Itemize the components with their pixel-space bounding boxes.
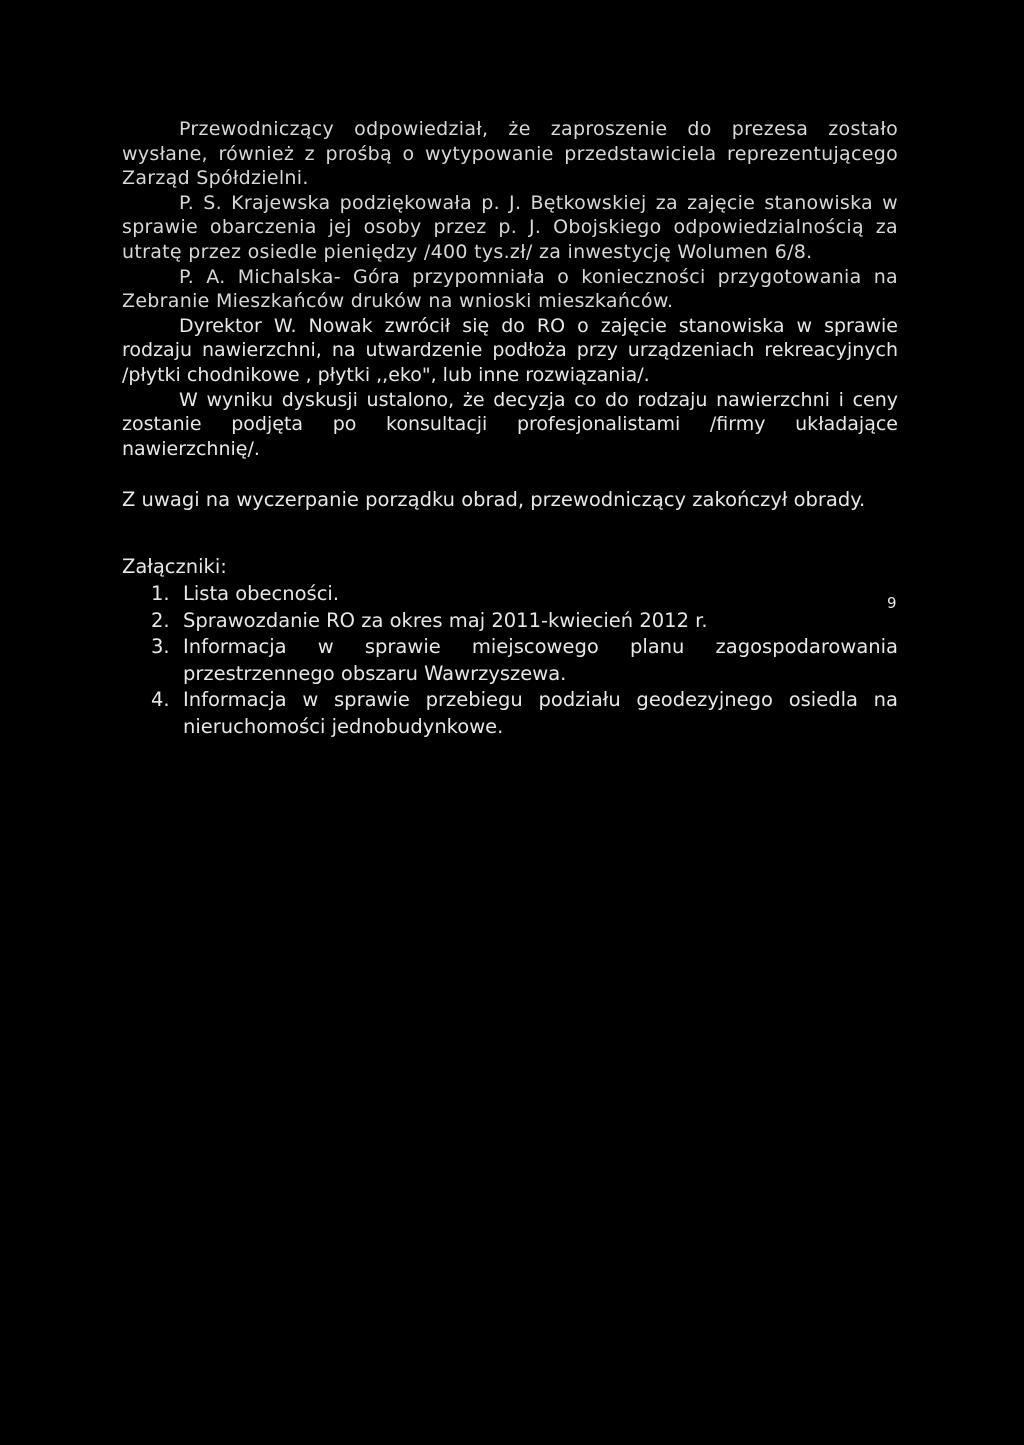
spacer xyxy=(122,514,898,552)
paragraph-discussion-outcome: W wyniku dyskusji ustalono, że decyzja co do rodzaju nawierzchni i ceny zostanie podjęta po konsultacji profesjonalistami /firmy układające nawierzchnię/. xyxy=(122,388,898,460)
attachment-item xyxy=(122,634,898,687)
attachment-item xyxy=(122,581,898,608)
attachment-text: Informacja w sprawie przebiegu podziału geodezyjnego osiedla na nieruchomości jednobudynkowe. xyxy=(183,688,898,738)
paragraph-director-nowak: Dyrektor W. Nowak zwrócił się do RO o zajęcie stanowiska w sprawie rodzaju nawierzchni, na utwardzenie podłoża przy urządzeniach rekreacyjnych /płytki chodnikowe , płytki ,,eko", lub inne rozwiązania/. xyxy=(122,314,898,386)
attachment-text: Sprawozdanie RO za okres maj 2011-kwiecień 2012 r. xyxy=(183,608,708,632)
paragraph-krajewska: P. S. Krajewska podziękowała p. J. Bętkowskiej za zajęcie stanowiska w sprawie obarczenia jej osoby przez p. J. Obojskiego odpowiedzialnością za utratę przez osiedle pieniędzy /400 tys.zł/ za inwestycję Wolumen 6/8. xyxy=(122,191,898,263)
document-body xyxy=(122,117,898,740)
paragraph-michalska: P. A. Michalska- Góra przypomniała o konieczności przygotowania na Zebranie Mieszkańców druków na wnioski mieszkańców. xyxy=(122,265,898,313)
page-number: 9 xyxy=(887,594,897,612)
spacer xyxy=(122,461,898,485)
closing-statement: Z uwagi na wyczerpanie porządku obrad, przewodniczący zakończył obrady. xyxy=(122,488,866,512)
attachment-number: 1. xyxy=(151,582,170,606)
attachment-item xyxy=(122,687,898,740)
attachment-number: 4. xyxy=(151,688,170,712)
attachment-number: 2. xyxy=(151,608,170,632)
attachment-text: Lista obecności. xyxy=(183,582,340,606)
attachment-item xyxy=(122,608,898,635)
attachments-title: Załączniki: xyxy=(122,555,227,579)
attachment-text: Informacja w sprawie miejscowego planu zagospodarowania przestrzennego obszaru Wawrzyszewa. xyxy=(183,635,898,685)
attachments-list xyxy=(122,581,898,740)
attachment-number: 3. xyxy=(151,635,170,659)
paragraph-chairman-reply: Przewodniczący odpowiedział, że zaproszenie do prezesa zostało wysłane, również z prośbą o wytypowanie przedstawiciela reprezentującego Zarząd Spółdzielni. xyxy=(122,118,898,190)
